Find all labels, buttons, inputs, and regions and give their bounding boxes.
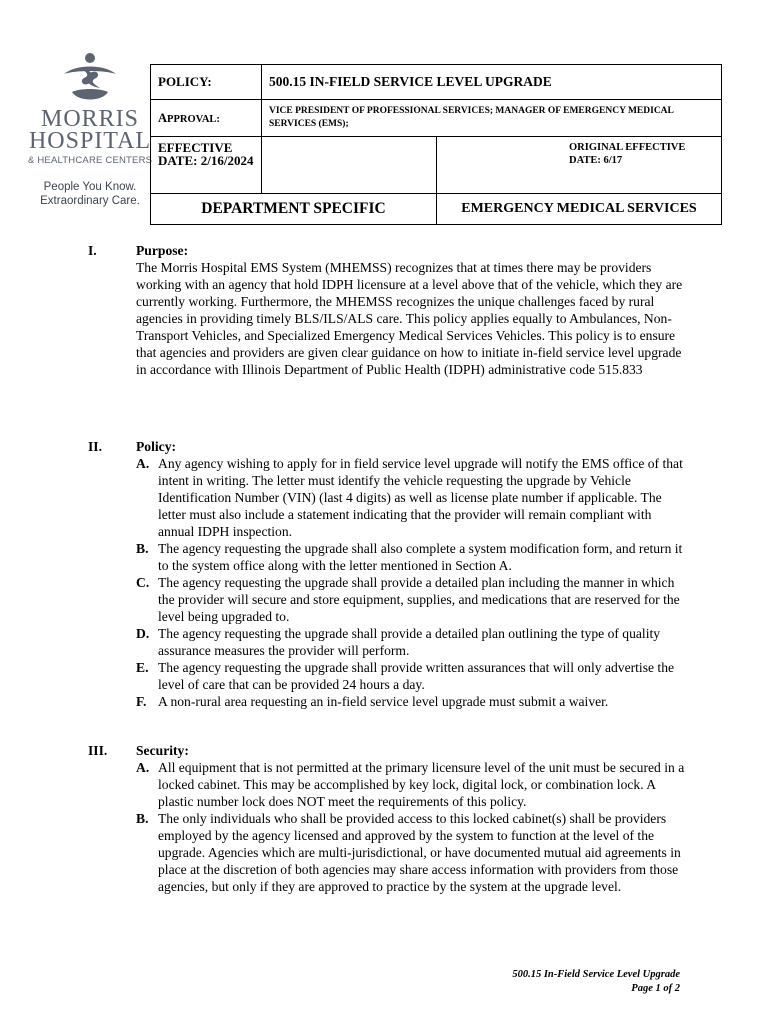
brand-line-3: & HEALTHCARE CENTERS bbox=[28, 155, 153, 166]
section-title: Policy: bbox=[136, 439, 177, 454]
purpose-text: The Morris Hospital EMS System (MHEMSS) recognizes that at times there may be providers working with an agency that hold IDPH licensure at a level above that of the vehicle, which they are currently working. Furthermore, the MHEMSS recognizes the unique challenges faced by rural agencies in providing timely BLS/ILS/ALS care. This policy applies equally to Ambulances, Non-Transport Vehicles, and Specialized Emergency Medical Services Vehicles. This policy is to ensure that agencies and providers are given clear guidance on how to initiate in-field service level upgrade in accordance with Illinois Department of Public Health (IDPH) administrative code 515.833 bbox=[136, 260, 683, 377]
list-item: D. The agency requesting the upgrade shall provide a detailed plan outlining the type of quality assurance measures the provider will perform. bbox=[136, 626, 661, 658]
list-item: B. The agency requesting the upgrade shall also complete a system modification form, and return it to the system office along with the letter mentioned in Section A. bbox=[136, 541, 683, 573]
section-numeral: I. bbox=[88, 243, 97, 258]
security-section bbox=[88, 742, 688, 895]
purpose-section bbox=[88, 242, 688, 378]
hospital-logo bbox=[28, 50, 152, 208]
list-item: A. All equipment that is not permitted at the primary licensure level of the unit must be secured in a locked cabinet. This may be accomplished by key lock, digital lock, or combination lock. A plastic number lock does NOT meet the requirements of this policy. bbox=[136, 760, 685, 809]
approval-label: APPROVAL: bbox=[151, 100, 262, 137]
approval-value: VICE PRESIDENT OF PROFESSIONAL SERVICES; MANAGER OF EMERGENCY MEDICAL SERVICES (EMS); bbox=[262, 100, 722, 137]
section-numeral: II. bbox=[88, 439, 102, 454]
policy-label: POLICY: bbox=[151, 65, 262, 100]
page-footer bbox=[512, 968, 680, 996]
morris-hospital-emblem-icon bbox=[58, 50, 122, 106]
list-item: F. A non-rural area requesting an in-field service level upgrade must submit a waiver. bbox=[136, 694, 609, 709]
footer-page-number: Page 1 of 2 bbox=[631, 983, 680, 994]
brand-line-1: MORRIS bbox=[40, 106, 140, 132]
tagline-1: People You Know. bbox=[43, 181, 137, 193]
policy-section bbox=[88, 438, 688, 710]
department-specific: DEPARTMENT SPECIFIC bbox=[151, 194, 437, 225]
service-name: EMERGENCY MEDICAL SERVICES bbox=[437, 194, 722, 225]
list-item: E. The agency requesting the upgrade shall provide written assurances that will only advertise the level of care that can be provided 24 hours a day. bbox=[136, 660, 675, 692]
footer-doc-name: 500.15 In-Field Service Level Upgrade bbox=[512, 969, 680, 980]
list-item: A. Any agency wishing to apply for in field service level upgrade will notify the EMS office of that intent in writing. The letter must identify the vehicle requesting the upgrade by Vehicle Identification Number (VIN) (last 4 digits) as well as license plate number if applicable. The letter must also include a statement indicating that the provider will remain compliant with annual IDPH inspection. bbox=[136, 456, 683, 539]
section-title: Security: bbox=[136, 743, 189, 758]
original-effective-date: ORIGINAL EFFECTIVE DATE: 6/17 bbox=[437, 137, 722, 194]
policy-title: 500.15 IN-FIELD SERVICE LEVEL UPGRADE bbox=[262, 65, 722, 100]
section-numeral: III. bbox=[88, 743, 108, 758]
blank-cell bbox=[262, 137, 437, 194]
brand-line-2: HOSPITAL bbox=[28, 128, 152, 154]
tagline-2: Extraordinary Care. bbox=[40, 195, 140, 207]
list-item: C. The agency requesting the upgrade shall provide a detailed plan including the manner in which the provider will secure and store equipment, supplies, and medications that are reserved for the level being upgraded to. bbox=[136, 575, 680, 624]
policy-header-table bbox=[150, 64, 722, 225]
effective-date: EFFECTIVE DATE: 2/16/2024 bbox=[151, 137, 262, 194]
list-item: B. The only individuals who shall be provided access to this locked cabinet(s) shall be providers employed by the agency licensed and approved by the system to function at the level of the upgrade. Agencies which are multi-jurisdictional, or have documented mutual aid agreements in place at the discretion of both agencies may share access information with providers from those agencies, but only if they are approved to practice by the system at the upgrade level. bbox=[136, 811, 681, 894]
section-title: Purpose: bbox=[136, 243, 189, 258]
